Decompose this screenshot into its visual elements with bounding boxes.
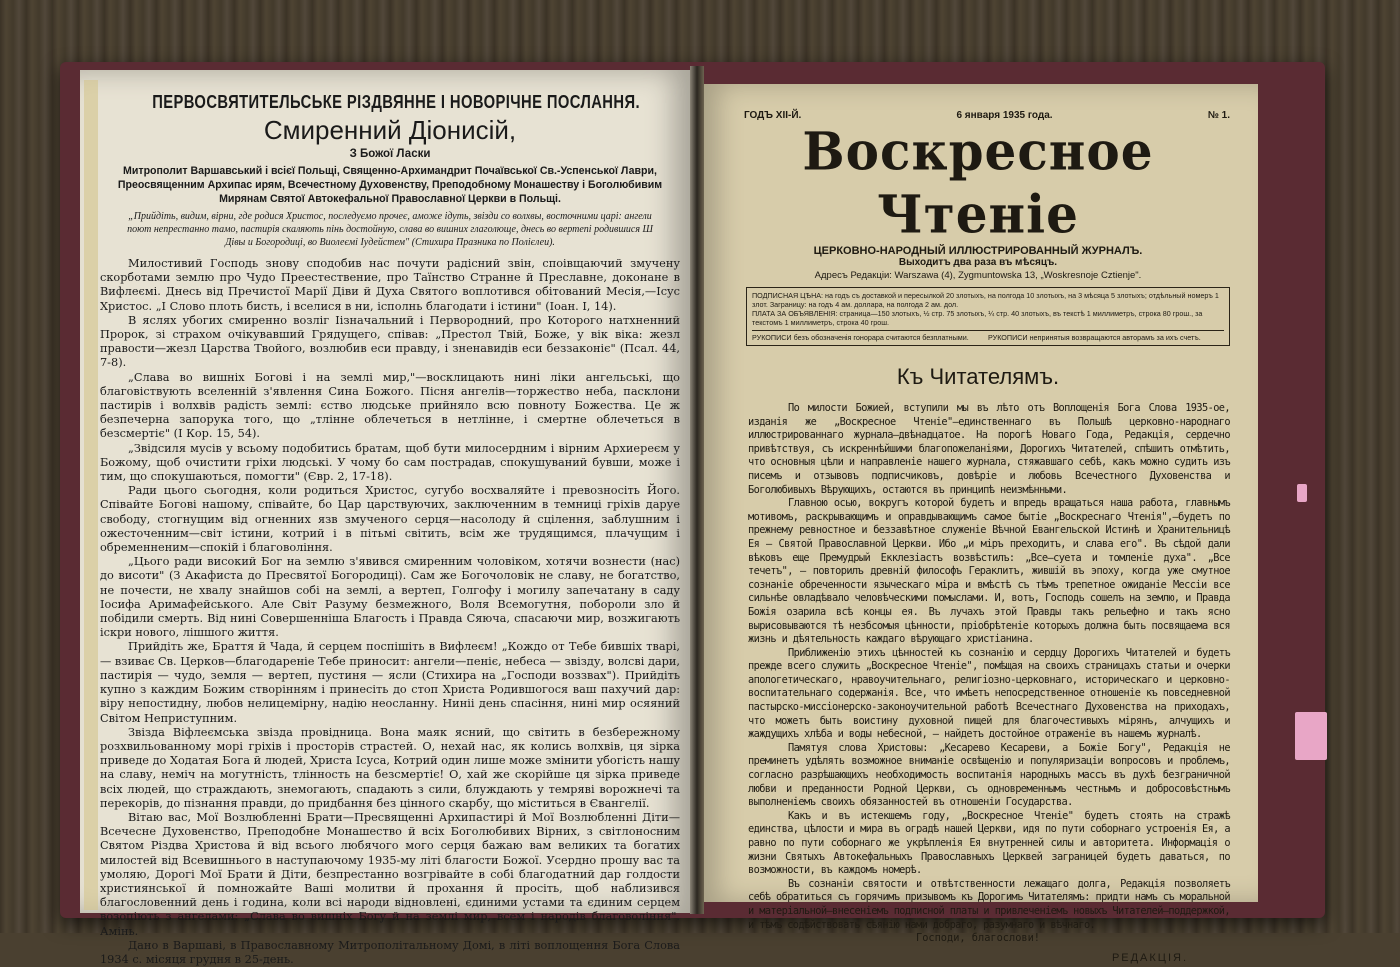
manuscripts-note bbox=[752, 330, 1224, 342]
issue-date: 6 января 1935 года. bbox=[956, 110, 1053, 121]
issue-meta bbox=[712, 92, 1244, 121]
article-title: Къ Читателямъ. bbox=[896, 364, 1060, 389]
left-page-address: Митрополит Варшавський і всієї Польщі, Священно-Архимандрит Почаївської Св.-Успенської Лаври, Преосвященним Архипас ирям, Всечестному Духовенству, Преподобному Монашеству і Боголюбивим Мирянам Святої Автокефальної Православної Церкви в Польщі. bbox=[117, 165, 663, 205]
paragraph: Дано в Варшаві, в Православному Митрополітальному Домі, в літі воплощення Бога Слова 1934 с. місяця грудня в 25-день. bbox=[100, 938, 680, 966]
left-page-grace: З Божої Ласки bbox=[349, 148, 431, 160]
paragraph: Вітаю вас, Мої Возлюбленні Брати—Пресвященні Архипастирі й Мої Возлюбленні Діти—Всечесне Духовенство, Преподобне Монашество й всіх Боголюбивих Вірних, з світлоносним Святом Різдва Христова й від всього любячого мого серця бажаю вам великих та богатих милостей від Всевишнього в наступаючому 1935-му літі благости Божої. Усердно прошу вас та умоляю, Дорогі Мої Брати й Діти, безпрестанно возгрівайте в собі благодатний дар голдости християнської й помножайте Ваші молитви й прохання й просіть, щоб наблизився благословенний день і година, коли всі народи відновлені, єдиними устами та єдиним серцем возопіють з ангелами: „Слава во вишніх Богу й на землі мир, всем і народів благовоління". Амінь. bbox=[100, 810, 680, 938]
ad-price: ПЛАТА ЗА ОБЪЯВЛЕНІЯ: страница—150 злотыхъ, ½ стр. 75 злотыхъ, ¼ стр. 40 злотыхъ, въ текстѣ 1 миллиметръ, строка 80 грош., за текстомъ 1 миллиметръ, строка 40 грош. bbox=[752, 309, 1203, 327]
paragraph: Приближенію этихъ цѣнностей къ сознанію и сердцу Дорогихъ Читателей и будетъ прежде всего служить „Воскресное Чтеніе", помѣщая на своихъ страницахъ статьи и очерки апологетическаго, нравоучительнаго, религіозно-церковнаго, историческаго и церковно-воспитательнаго содержанія. Все, что имѣетъ непосредственное отношеніе къ повседневной пастырско-миссіонерско-законоучительной работѣ Всечестнаго Духовенства на приходахъ, что можетъ быть воистину духовной пищей для благочестивыхъ мірянъ, алчущихъ и жаждущихъ хлѣба и воды небесной, — найдетъ достойное отраженіе въ нашемъ журналѣ. bbox=[748, 646, 1230, 741]
bookmark-tab-bottom bbox=[1295, 712, 1327, 760]
right-page-content bbox=[712, 92, 1244, 964]
masthead-frequency: Выходитъ два раза въ мѣсяцъ. bbox=[898, 257, 1058, 268]
book-gutter bbox=[690, 66, 704, 914]
left-page-author: Смиренний Діонисій, bbox=[263, 115, 517, 145]
paragraph: Милостивий Господь знову сподобив нас почути радісний звін, споівщаючий змучену скорботами землю про Чудо Преестествение, про Таїнство Странне й Преславне, доконане в Вифлеємі. Днесь від Пречистої Марії Діви й Духа Святого воплотився обітований Месія,—Ісус Христос. „І Слово плоть бисть, і вселися в ни, ісполнь благодати і істини" (Іоан. І, 14). bbox=[100, 257, 680, 313]
paragraph: Звізда Віфлеємська звізда провідница. Вона маяк ясний, що світить в безбережному розхвильованному морі гріхів і просторів страстей. О, нехай нас, як колись волхвів, ця зірка приведе до Ходатая Бога й людей, Христа Ісуса, Котрий один лише може змінити убогість нашу на славу, неміч на могутність, тлінность на безсмертіє! О, хай же скорійше ця зірка приведе всіх людей, що страждають, знемогають, спадають з сили, блуждають у темряві ворожнечі та перекорів, до пізнання правди, до придбання без цінного скарбу, що міститься в Євангелії. bbox=[100, 725, 680, 810]
article-signature: РЕДАКЦІЯ. bbox=[1111, 952, 1188, 965]
manuscripts-right: РУКОПИСИ непринятыя возвращаются авторамъ за ихъ счетъ. bbox=[988, 333, 1201, 342]
subscription-price: ПОДПИСНАЯ ЦѢНА: на годъ съ доставкой и пересылкой 20 злотыхъ, на полгода 10 злотыхъ, на 3 мѣсяца 5 злотыхъ; отдѣльный номеръ 1 злот. Заграницу: на годъ 4 ам. доллара, на полгода 2 ам. дол. bbox=[752, 291, 1219, 309]
paragraph: „Слава во вишніх Богові і на землі мир,"—восклицають нині ліки ангельські, що благовіствують вселенній з'явлення Сина Божого. Пісня ангелів—торжество неба, пасклони пастирів і волхвів радість землі: єство людське прийняло всю повноту Божества. Це ж безпечерна запорука того, що „тлінне облечеться в нетлінне, і смертне облечеться в безсмертіє" (І Кор. 15, 54). bbox=[100, 370, 680, 441]
article-closing: Господи, благослови! bbox=[916, 932, 1040, 945]
subscription-box bbox=[746, 287, 1230, 346]
paragraph: „Цього ради високий Бог на землю з'явився смиренним чоловіком, хотячи вознести (нас) до висоти" (З Акафиста до Пресвятої Богородиці). Сам же Богочоловік не славу, не богатство, не почести, не хвалу знайшов собі на землі, а вертеп, Голгофу і могилу запечатану в саду Іосифа Аримафейського. Але Світ Разуму безмежного, Воля Всемогутня, побороли зло й побідили смерть. Від нині Совершенніша Благость і Правда Сяюча, спасаючи мир, возжигають іскри нового, лішшого життя. bbox=[100, 555, 680, 640]
left-page-epigraph: „Прийдіть, видим, вірни, где родися Христос, последуємо прочеє, аможе ідуть, звізди со волхвы, восточними царі: ангели поют непрестанно тамо, пастирія скаляють пінь достойную, слава во вишних глаголюще, днесь во вертепі родившися Ш Дівы и Богородиці, во Виолеємі Іудейстем" (Стихира Празника по Полієлеи). bbox=[127, 211, 653, 248]
manuscripts-left: РУКОПИСИ безъ обозначенія гонорара считаются безплатными. bbox=[752, 333, 969, 342]
masthead: Воскресное Чтеніе bbox=[802, 120, 1154, 245]
article-body bbox=[712, 402, 1244, 932]
paragraph: Памятуя слова Христовы: „Кесарево Кесареви, а Божіе Богу", Редакція не преминетъ удѣлять возможное вниманіе освѣщенію и популяризаціи вопросовъ и проблемъ, согласно разрѣшающихъ необходимость воспитанія народныхъ массъ въ духѣ безграничной любви и преданности Родной Церкви, съ одновременнымъ честнымъ и добросовѣстнымъ выполненіемъ своихъ обязанностей въ отношеніи Государства. bbox=[748, 741, 1230, 809]
page-edge-strip bbox=[84, 80, 98, 910]
masthead-subtitle: ЦЕРКОВНО-НАРОДНЫЙ ИЛЛЮСТРИРОВАННЫЙ ЖУРНАЛЪ. bbox=[813, 245, 1143, 257]
left-page-body bbox=[100, 257, 680, 967]
paragraph: „Звідсиля мусів у всьому подобитись братам, щоб бути милосердним і вірним Архиереєм у Божому, щоб очистити гріхи людські. У чому бо сам пострадав, спокушуваний бувши, може і тим, що спокушаються, помогти" (Євр. 2, 17-18). bbox=[100, 441, 680, 484]
bookmark-tab-top bbox=[1297, 484, 1307, 502]
paragraph: Ради цього сьогодня, коли родиться Христос, сугубо восхваляйте і превозносіть Його. Співайте Богові нашому, співайте, бо Цар царствуючих, заключенним в темниці гріхів даруе свободу, стогнущим від огненних язв змученого серця—насолоду й сцілення, заблушним і ожесточенним—світ істини, котрий і в пітьмі світить, всім же трудящимся, плачущим і обременненим—спокій і благовоління. bbox=[100, 484, 680, 555]
left-page-content bbox=[100, 78, 680, 967]
paragraph: Въ сознаніи святости и отвѣтственности лежащаго долга, Редакція позволяетъ себѣ обратиться съ горячимъ призывомъ къ Дорогимъ Читателямъ: придти намъ съ моральной и матеріальной—внесеніемъ подписной платы и привлеченіемъ новыхъ Читателей—поддержкой, и тѣмъ содѣйствовать сѣянію нами добраго, разумнаго и вѣчнаго. bbox=[748, 877, 1230, 931]
paragraph: Прийдіть же, Браття й Чада, й серцем поспішіть в Вифлеєм! „Кождо от Тебе бившіх тварі, — взиває Св. Церков—благодареніе Тебе приносит: ангели—пеніє, небеса — звізду, волсві дари, пастирія — чудо, земля — вертеп, пустиня — ясли (Стихира на „Господи воззвах"). Прийдіть купно з каждим Божим створінням і принесіть до стоп Христа Родившогося ваш пахучий дар: віру непостидну, любов нелицемірну, надію неосланну. Ниніі день спасіння, нині мир осяяний Світом Неприступним. bbox=[100, 640, 680, 725]
editorial-address: Адресъ Редакціи: Warszawa (4), Zygmuntowska 13, „Woskresnoje Cztienje". bbox=[814, 270, 1142, 281]
paragraph: Главною осью, вокругъ которой будетъ и впредь вращаться наша работа, главнымъ мотивомъ, раскрывающимъ и оправдывающимъ самое бытіе „Воскреснаго Чтенія",—будетъ по прежнему ревностное и беззавѣтное служеніе Вѣчной Евангельской Истинѣ и Хранительницѣ Ея — Святой Православной Церкви. Ибо „и міръ преходитъ, и слава его". Въ сѣдой дали вѣковъ еще Премудрый Екклезіастъ возвѣстилъ: „Все—суета и томленіе духа". „Все течетъ", — повторилъ древній философъ Гераклитъ, жившій въ эпоху, когда уже смутное сознаніе обреченности языческаго міра и вмѣстѣ съ тѣмъ трепетное ожиданіе Мессіи все сильнѣе овладѣвало человѣческими помыслами. И, вотъ, Господь сошелъ на землю, и Правда Божія озарила всѣ концы ея. Въ лучахъ этой Правды такъ рельефно и такъ ясно вырисовываются тѣ незбсомыя цѣнности, пріобрѣтеніе которыхъ должна быть посвящаема вся жизнь и дѣятельность каждаго вѣрующаго христіанина. bbox=[748, 497, 1230, 646]
paragraph: В яслях убогих смиренно возліг Іізначальний і Первородний, про Которого натхненний Пророк, зі страхом очікувавший Грядущего, співав: „Престол Твій, Боже, у вік віка: жезл правости—жезл Царства Твойого, возлюбив еси правду, і зненавидів еси беззаконіє" (Псал. 44, 7-8). bbox=[100, 313, 680, 370]
issue-year: ГОДЪ XII-Й. bbox=[744, 110, 802, 121]
left-page-header: ПЕРВОСВЯТИТЕЛЬСЬКЕ РІЗДВЯННЕ І НОВОРІЧНЕ ПОСЛАННЯ. bbox=[152, 92, 640, 112]
paragraph: По милости Божией, вступили мы въ лѣто отъ Воплощенія Бога Слова 1935-ое, изданія же „Воскресное Чтеніе"—единственнаго въ Польшѣ церковно-народнаго иллюстрированнаго журнала—двѣнадцатое. На порогѣ Новаго Года, Редакція, сердечно привѣтствуя, съ искреннѣйшими благопожеланіями, Дорогихъ Читателей, спѣшитъ отмѣтить, что основныя цѣли и направленіе нашего журнала, стяжавшаго себѣ, какъ можно судить изъ писемъ и отзывовъ подписчиковъ, довѣріе и любовь Всечестного Духовенства и Боголюбивыхъ Вѣрующихъ, остаются въ принципѣ неизмѣнными. bbox=[748, 402, 1230, 496]
issue-number: № 1. bbox=[1207, 110, 1230, 121]
paragraph: Какъ и въ истекшемъ году, „Воскресное Чтеніе" будетъ стоять на стражѣ единства, цѣлости и мира въ оградѣ нашей Церкви, идя по пути соборнаго устроенія Ея, а равно по пути соборнаго же укрѣпленія Ея внутренней силы и авторитета. Информація о жизни Святыхъ Автокефальныхъ Православныхъ Церквей заграницей будетъ даваться, по возможности, въ каждомъ номерѣ. bbox=[748, 809, 1230, 877]
